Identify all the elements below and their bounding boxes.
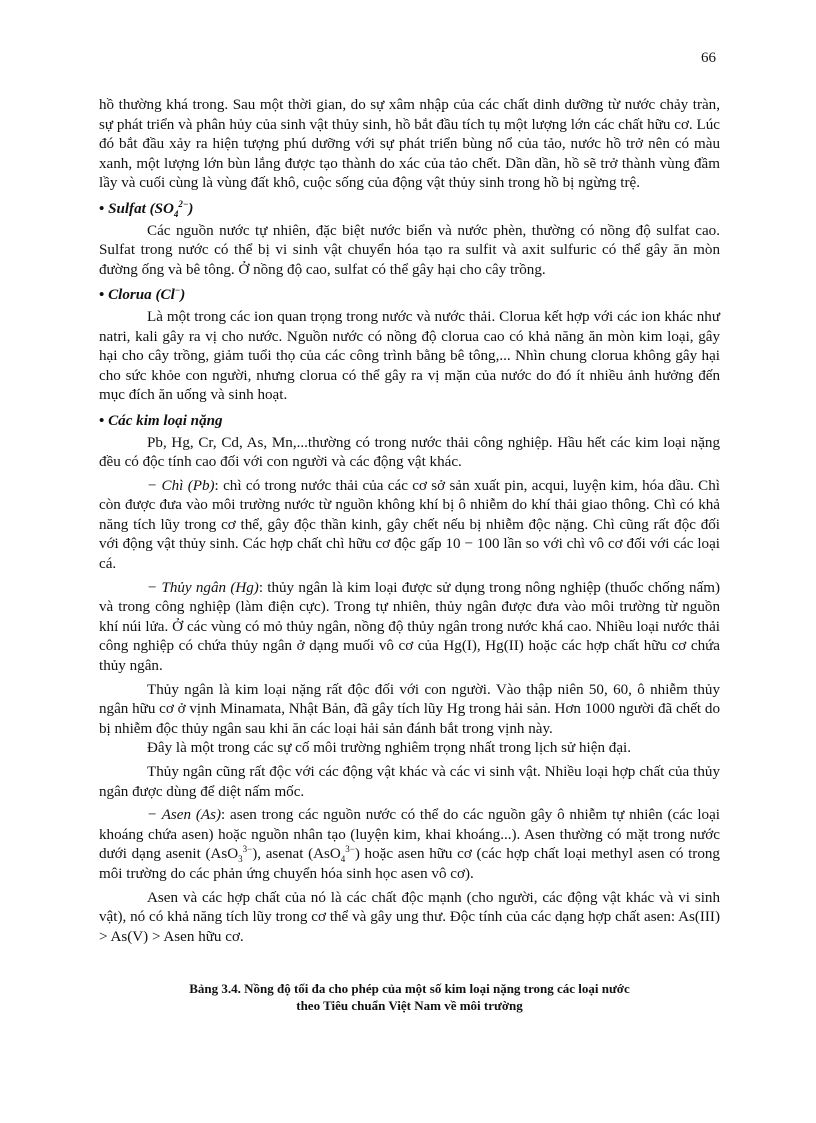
thuy-ngan-paragraph: − Thủy ngân (Hg): thủy ngân là kim loại được sử dụng trong nông nghiệp (thuốc chống nấm) và trong công nghiệp (làm điện cực). Trong tự nhiên, thủy ngân được đưa vào môi trường từ nguồn khí núi lửa. Ở các vùng có mỏ thủy ngân, nồng độ thủy ngân trong nước khá cao. Nhiều loại nước thải công nghiệp có chứa thủy ngân ở dạng muối vô cơ của Hg(I), Hg(II) hoặc các hợp chất hữu cơ chứa thủy ngân. [99, 579, 720, 675]
thuy-ngan-paragraph-2: Thủy ngân là kim loại nặng rất độc đối với con người. Vào thập niên 50, 60, ô nhiễm thủy ngân hữu cơ ở vịnh Minamata, Nhật Bản, đã gây tích lũy Hg trong hải sản. Hơn 1000 người đã chết do bị nhiễm độc thủy ngân sau khi ăn các loại hải sản đánh bắt trong vịnh này. [99, 681, 720, 737]
bullet-icon: • [99, 200, 105, 217]
chi-label: − Chì (Pb) [147, 477, 215, 494]
asen-label: − Asen (As) [147, 807, 221, 824]
asen-paragraph-2: Asen và các hợp chất của nó là các chất độc mạnh (cho người, các động vật khác và vi sinh vật), nó có khả năng tích lũy trong cơ thể và gây ung thư. Độc tính của các dạng hợp chất asen: As(III) > As(V) > Asen hữu cơ. [99, 889, 720, 945]
section-heading-sulfat: • Sulfat $(SO_4^{2-})$ [99, 198, 194, 219]
bullet-icon: • [99, 412, 105, 429]
page-number: 66 [701, 50, 716, 66]
table-caption-line-2: theo Tiêu chuẩn Việt Nam về môi trường [296, 998, 523, 1013]
clorua-paragraph: Là một trong các ion quan trọng trong nước và nước thải. Clorua kết hợp với các ion khác như natri, kali gây ra vị cho nước. Nguồn nước có nồng độ clorua cao có khả năng ăn mòn kim loại, gây hại cho cây trồng, giảm tuổi thọ của các công trình bằng bê tông,... Nhìn chung clorua không gây hại cho sức khỏe con người, nhưng clorua có thể gây ra vị mặn của nước do đó ít nhiều ảnh hưởng đến mục đích ăn uống và sinh hoạt. [99, 308, 720, 404]
chi-paragraph: − Chì (Pb): chì có trong nước thải của các cơ sở sản xuất pin, acqui, luyện kim, hóa dầu. Chì còn được đưa vào môi trường nước từ nguồn không khí bị ô nhiễm do khí thải giao thông. Chì có khả năng tích lũy trong cơ thể, gây độc thần kinh, gây chết nếu bị nhiễm độc nặng. Chì cũng rất độc đối với động vật thủy sinh. Các hợp chất chì hữu cơ độc gấp 10 − 100 lần so với chì vô cơ đối với các loại cá. [99, 477, 720, 573]
thuy-ngan-paragraph-3: Đây là một trong các sự cố môi trường nghiêm trọng nhất trong lịch sử hiện đại. [147, 740, 631, 757]
sulfat-paragraph: Các nguồn nước tự nhiên, đặc biệt nước biển và nước phèn, thường có nồng độ sulfat cao. Sulfat trong nước có thể bị vi sinh vật chuyển hóa tạo ra sulfit và axit sulfuric có thể gây ăn mòn đường ống và bê tông. Ở nồng độ cao, sulfat có thể gây hại cho cây trồng. [99, 222, 720, 278]
bullet-icon: • [99, 287, 105, 304]
thuy-ngan-paragraph-4: Thủy ngân cũng rất độc với các động vật khác và các vi sinh vật. Nhiều loại hợp chất của thủy ngân được dùng để diệt nấm mốc. [99, 764, 720, 800]
intro-paragraph: hồ thường khá trong. Sau một thời gian, do sự xâm nhập của các chất dinh dưỡng từ nước chảy tràn, sự phát triển và phân hủy của sinh vật thủy sinh, hồ bắt đầu tích tụ một lượng lớn các chất hữu cơ. Lúc đó bắt đầu xảy ra hiện tượng phú dưỡng với sự phát triển bùng nổ của tảo, nước hồ trở nên có màu xanh, một lượng lớn bùn lắng được tạo thành do xác của tảo chết. Dần dần, hồ sẽ trở thành vùng đầm lầy và cuối cùng là vùng đất khô, cuộc sống của động vật thủy sinh trong hồ bị ngừng trệ. [99, 97, 720, 192]
asen-paragraph: − Asen (As): asen trong các nguồn nước có thể do các nguồn gây ô nhiễm tự nhiên (các loại khoáng chứa asen) hoặc nguồn nhân tạo (luyện kim, khai khoáng...). Asen thường có mặt trong nước dưới dạng asenit (AsO$_3^{3-}$), asenat (AsO$_4^{3-}$) hoặc asen hữu cơ (các hợp chất loại methyl asen có trong môi trường do các phản ứng chuyển hóa sinh học asen vô cơ). [99, 807, 720, 882]
body-text [99, 96, 720, 947]
section-heading-clorua: • Clorua (Cl−) [99, 285, 186, 304]
table-caption [99, 980, 720, 1014]
thuy-ngan-label: − Thủy ngân (Hg) [147, 579, 259, 596]
kim-loai-intro-paragraph: Pb, Hg, Cr, Cd, As, Mn,...thường có trong nước thải công nghiệp. Hầu hết các kim loại nặng đều có độc tính cao đối với con người và các động vật khác. [99, 434, 720, 471]
section-heading-kim-loai-nang: • Các kim loại nặng [99, 412, 223, 429]
table-caption-line-1: Bảng 3.4. Nồng độ tối đa cho phép của một số kim loại nặng trong các loại nước [189, 981, 630, 996]
